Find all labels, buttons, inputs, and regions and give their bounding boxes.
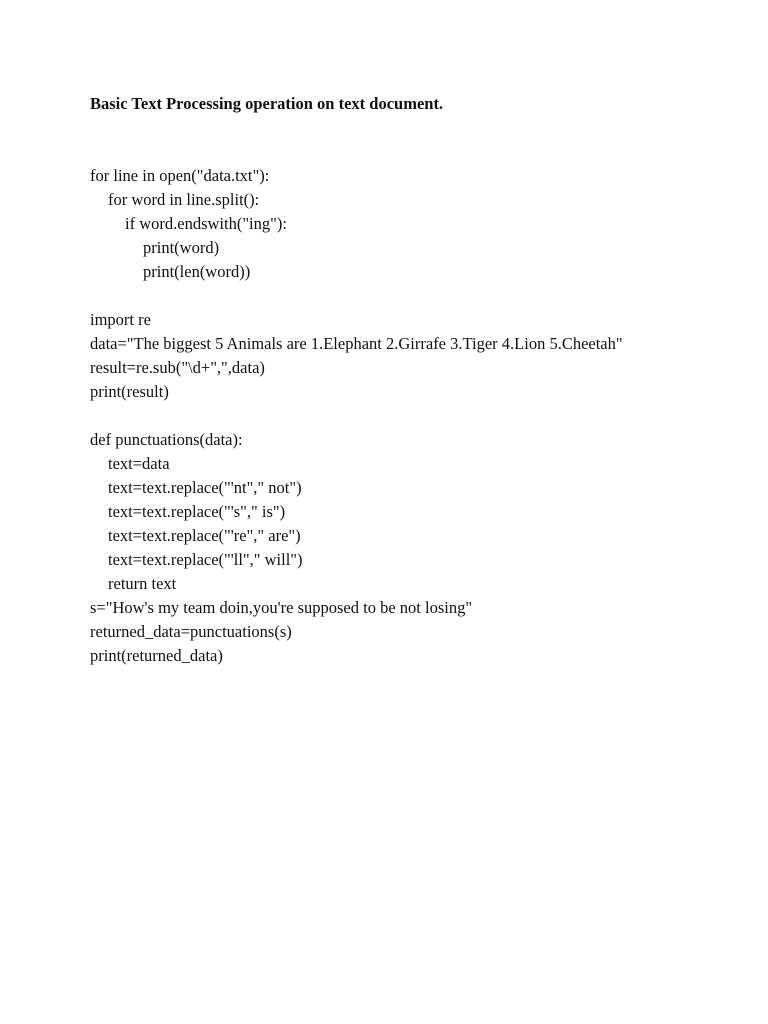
code-line: text=text.replace("'s"," is") <box>108 502 286 521</box>
blank-line <box>90 284 750 308</box>
blank-line <box>90 116 750 140</box>
code-line: if word.endswith("ing"): <box>125 214 287 233</box>
code-line: result=re.sub("\d+",",data) <box>90 358 265 377</box>
document-body <box>90 92 750 668</box>
code-line: print(len(word)) <box>143 262 251 281</box>
code-line: import re <box>90 310 151 329</box>
code-line: text=text.replace("'nt"," not") <box>108 478 302 497</box>
code-line: text=text.replace("'re"," are") <box>108 526 301 545</box>
code-line: returned_data=punctuations(s) <box>90 622 292 641</box>
document-title: Basic Text Processing operation on text document. <box>90 94 444 113</box>
code-line: for line in open("data.txt"): <box>90 166 270 185</box>
code-line: s="How's my team doin,you're supposed to be not losing" <box>90 598 473 617</box>
code-line: print(word) <box>143 238 220 257</box>
code-line: print(returned_data) <box>90 646 223 665</box>
code-block-regex-sub <box>90 308 750 404</box>
code-line: data="The biggest 5 Animals are 1.Elephant 2.Girrafe 3.Tiger 4.Lion 5.Cheetah" <box>90 334 623 353</box>
code-line: text=data <box>108 454 170 473</box>
code-line: return text <box>108 574 177 593</box>
blank-line <box>90 404 750 428</box>
code-block-word-filter <box>90 164 750 284</box>
code-block-punctuations <box>90 428 750 668</box>
code-line: text=text.replace("'ll"," will") <box>108 550 303 569</box>
code-line: print(result) <box>90 382 169 401</box>
code-line: def punctuations(data): <box>90 430 243 449</box>
code-line: for word in line.split(): <box>108 190 260 209</box>
blank-line <box>90 140 750 164</box>
